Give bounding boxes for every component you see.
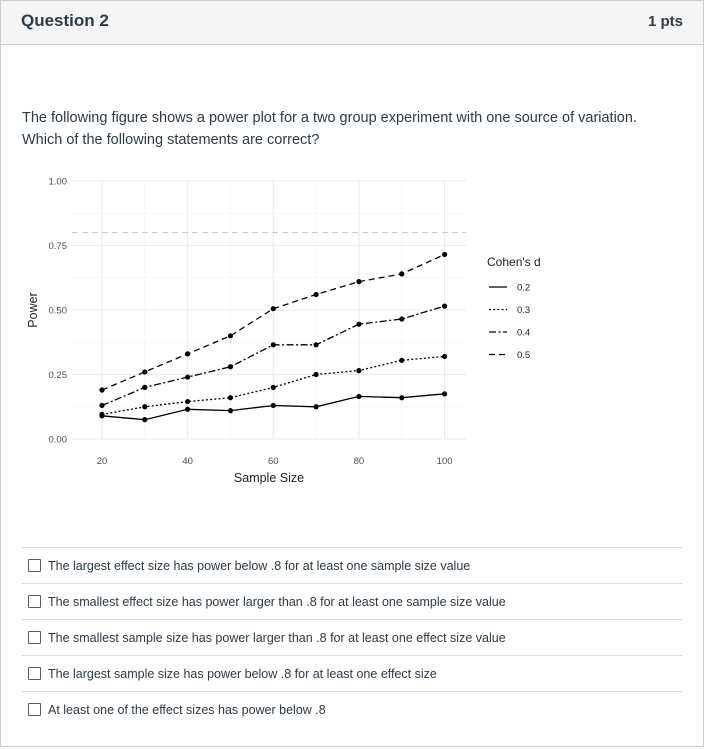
answer-label: At least one of the effect sizes has power below .8 — [48, 702, 326, 717]
question-header — [1, 1, 703, 45]
data-point — [399, 395, 404, 400]
x-tick-label: 100 — [436, 456, 453, 467]
answer-option[interactable] — [22, 583, 682, 619]
data-point — [356, 279, 361, 284]
data-point — [271, 403, 276, 408]
data-point — [271, 342, 276, 347]
data-point — [142, 404, 147, 409]
data-point — [271, 306, 276, 311]
legend-label: 0.4 — [517, 327, 531, 339]
answer-label: The smallest sample size has power larger than .8 for at least one effect size value — [48, 630, 506, 645]
x-tick-label: 60 — [267, 456, 279, 467]
answer-label: The largest effect size has power below .8 for at least one sample size value — [48, 558, 471, 573]
data-point — [314, 342, 319, 347]
data-point — [442, 252, 447, 257]
data-point — [399, 316, 404, 321]
data-point — [228, 333, 233, 338]
data-point — [314, 404, 319, 409]
data-point — [99, 412, 104, 417]
data-point — [142, 385, 147, 390]
question-points: 1 pts — [647, 13, 683, 30]
data-point — [442, 304, 447, 309]
legend-label: 0.3 — [517, 305, 531, 316]
data-point — [185, 399, 190, 404]
question-text — [22, 107, 682, 151]
data-point — [99, 387, 104, 392]
x-tick-label: 20 — [96, 456, 108, 467]
y-tick-label: 0.25 — [48, 370, 67, 381]
legend-title: Cohen's d — [487, 255, 541, 269]
data-point — [314, 292, 319, 297]
data-point — [228, 364, 233, 369]
data-point — [185, 374, 190, 379]
x-axis-title: Sample Size — [233, 471, 305, 485]
question-text-line-1: The following figure shows a power plot for a two group experiment with one source of variation. — [22, 110, 637, 126]
answer-label: The largest sample size has power below .8 for at least one effect size — [48, 666, 437, 681]
answer-checkbox[interactable] — [28, 595, 41, 608]
data-point — [442, 391, 447, 396]
question-text-line-2: Which of the following statements are correct? — [22, 132, 320, 148]
legend-label: 0.5 — [517, 350, 531, 361]
data-point — [271, 385, 276, 390]
data-point — [399, 271, 404, 276]
legend-label: 0.2 — [517, 282, 531, 294]
data-point — [185, 407, 190, 412]
data-point — [314, 372, 319, 377]
answer-checkbox[interactable] — [28, 703, 41, 716]
answer-option[interactable] — [22, 691, 682, 727]
data-point — [99, 403, 104, 408]
data-point — [142, 369, 147, 374]
x-tick-label: 40 — [182, 456, 193, 467]
y-tick-label: 0.75 — [48, 241, 67, 252]
answer-checkbox[interactable] — [28, 559, 41, 572]
data-point — [356, 368, 361, 373]
power-plot — [21, 167, 581, 487]
answer-label: The smallest effect size has power larger than .8 for at least one sample size value — [48, 594, 506, 609]
answer-checkbox[interactable] — [28, 631, 41, 644]
answer-option[interactable] — [22, 655, 682, 691]
y-tick-label: 0.50 — [48, 305, 67, 317]
y-tick-label: 1.00 — [48, 176, 67, 188]
data-point — [228, 408, 233, 413]
answer-list — [22, 547, 682, 727]
answer-checkbox[interactable] — [28, 667, 41, 680]
question-title: Question 2 — [21, 11, 109, 30]
y-axis-title: Power — [26, 292, 40, 328]
answer-option[interactable] — [22, 547, 682, 583]
data-point — [142, 417, 147, 422]
y-tick-label: 0.00 — [48, 434, 67, 446]
data-point — [185, 351, 190, 356]
data-point — [228, 395, 233, 400]
data-point — [442, 354, 447, 359]
answer-option[interactable] — [22, 619, 682, 655]
data-point — [399, 358, 404, 363]
x-tick-label: 80 — [353, 456, 365, 467]
data-point — [356, 322, 361, 327]
data-point — [356, 394, 361, 399]
